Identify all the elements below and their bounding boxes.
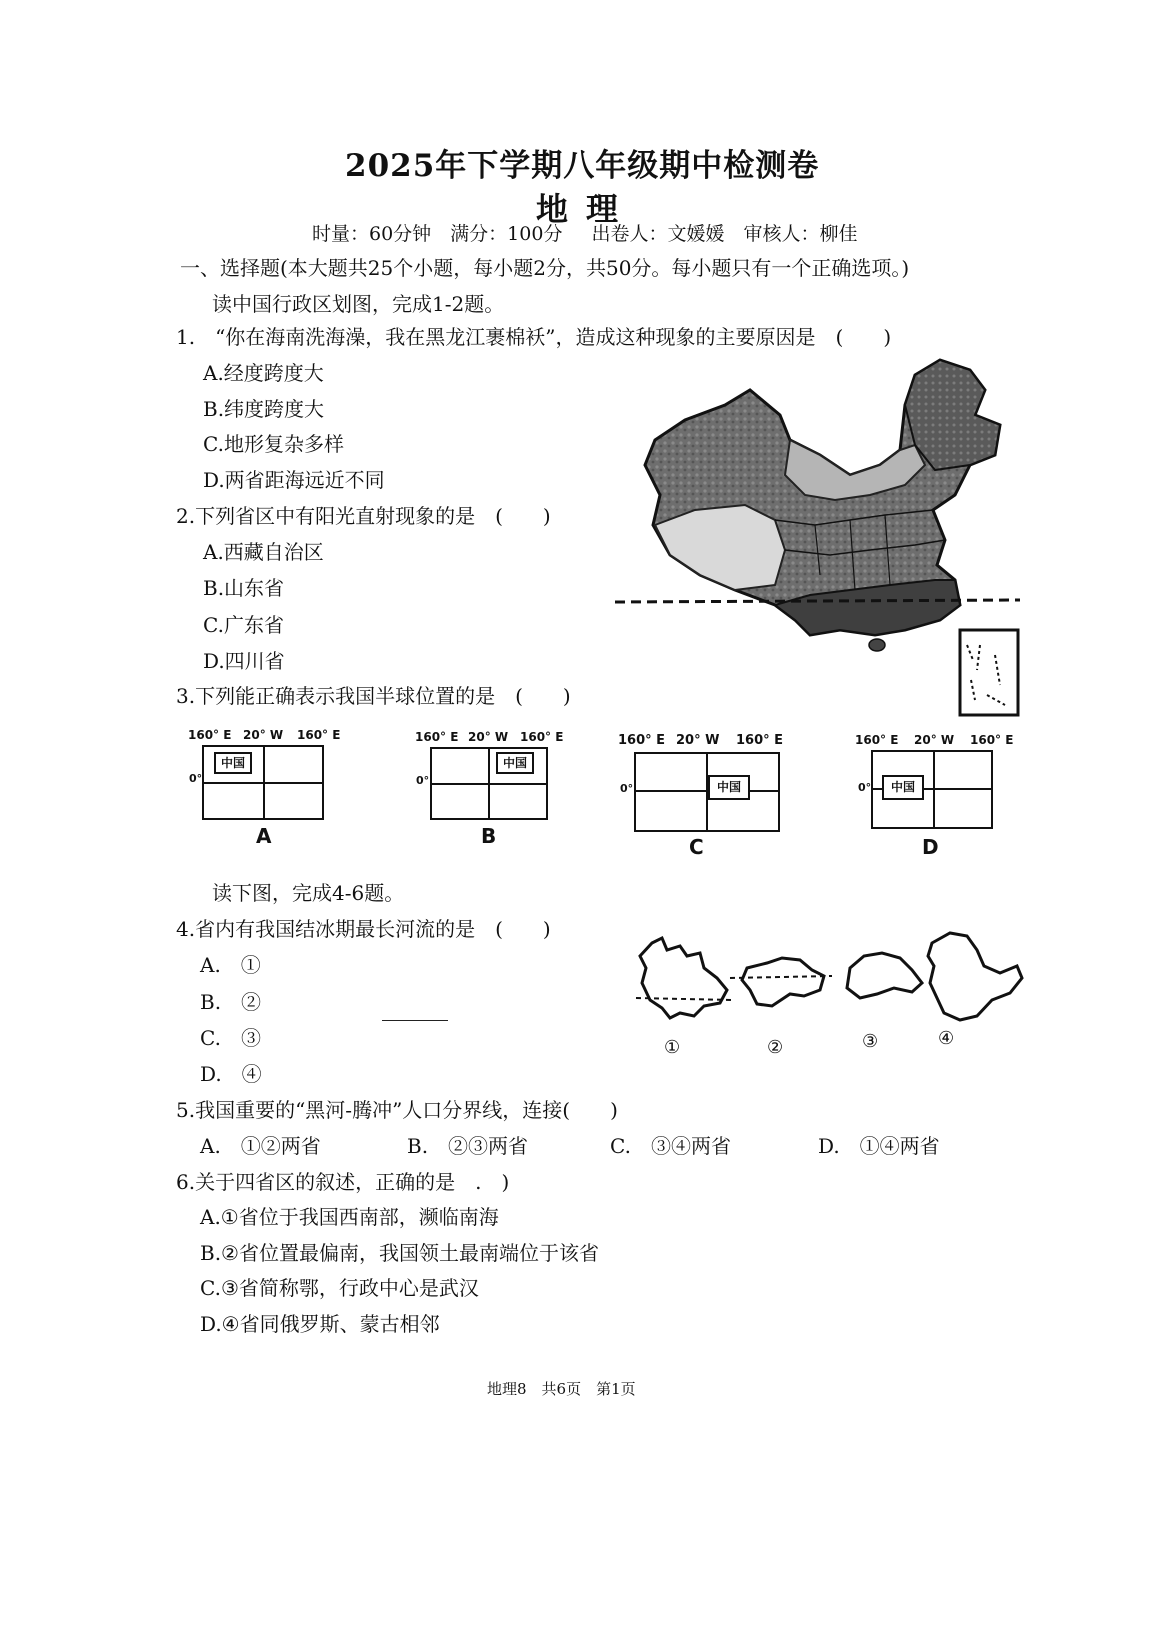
q6-option-d[interactable]: D.④省同俄罗斯、蒙古相邻	[200, 1312, 440, 1336]
q6-option-a[interactable]: A.①省位于我国西南部，濒临南海	[200, 1205, 499, 1229]
province-outlines	[632, 928, 1024, 1028]
hemisphere-grid	[634, 752, 780, 832]
q6-stem: 6.关于四省区的叙述，正确的是 . )	[176, 1170, 510, 1194]
exam-meta: 时量：60分钟 满分：100分 出卷人：文媛媛 审核人：柳佳	[312, 223, 858, 245]
q3-stem: 3.下列能正确表示我国半球位置的是 ( )	[176, 684, 571, 708]
intro-q1-2: 读中国行政区划图，完成1-2题。	[212, 292, 505, 316]
hemisphere-diagram-c[interactable]	[614, 733, 794, 863]
equator-line	[636, 790, 778, 792]
q6-option-c[interactable]: C.③省简称鄂，行政中心是武汉	[200, 1276, 479, 1300]
lon-label-right: 160° E	[736, 733, 784, 748]
q5-option-d[interactable]: D. ①④两省	[818, 1134, 940, 1158]
equator-label: 0°	[620, 782, 634, 795]
q4-option-b[interactable]: B. ②	[200, 990, 262, 1014]
lon-label-mid: 20° W	[914, 733, 955, 747]
lon-label-left: 160° E	[855, 733, 899, 747]
lon-label-right: 160° E	[297, 728, 341, 742]
section-heading: 一、选择题(本大题共25个小题，每小题2分，共50分。每小题只有一个正确选项。)	[180, 256, 910, 280]
china-box: 中国	[882, 775, 924, 800]
q2-option-d[interactable]: D.四川省	[203, 649, 285, 673]
hemisphere-diagram-b[interactable]	[412, 730, 562, 850]
q5-stem: 5.我国重要的“黑河-腾冲”人口分界线，连接( )	[176, 1098, 618, 1122]
exam-title: 2025年下学期八年级期中检测卷	[345, 148, 820, 184]
lon-label-left: 160° E	[415, 730, 459, 744]
china-box: 中国	[708, 775, 750, 800]
china-admin-map	[615, 345, 1025, 720]
subject-title: 地理	[536, 190, 637, 228]
hemisphere-diagram-d[interactable]	[852, 733, 1017, 863]
province-label-3: ③	[862, 1031, 879, 1052]
lon-label-left: 160° E	[188, 728, 232, 742]
china-box: 中国	[496, 752, 534, 774]
q4-option-d[interactable]: D. ④	[200, 1062, 262, 1086]
lon-label-mid: 20° W	[468, 730, 509, 744]
diagram-caption: B	[481, 824, 497, 848]
diagram-caption: A	[256, 824, 272, 848]
equator-label: 0°	[416, 774, 430, 787]
province-label-4: ④	[938, 1028, 955, 1049]
stray-underline	[382, 1020, 448, 1021]
q5-option-a[interactable]: A. ①②两省	[200, 1134, 321, 1158]
q5-option-c[interactable]: C. ③④两省	[610, 1134, 731, 1158]
q1-stem: 1. “你在海南洗海澡，我在黑龙江裹棉袄”，造成这种现象的主要原因是 ( )	[176, 325, 892, 349]
q5-option-b[interactable]: B. ②③两省	[407, 1134, 529, 1158]
equator-label: 0°	[858, 781, 872, 794]
q2-stem: 2.下列省区中有阳光直射现象的是 ( )	[176, 504, 551, 528]
page-footer: 地理8 共6页 第1页	[487, 1380, 636, 1398]
q2-option-a[interactable]: A.西藏自治区	[203, 540, 324, 564]
q2-option-c[interactable]: C.广东省	[203, 613, 284, 637]
lon-label-right: 160° E	[520, 730, 564, 744]
lon-label-left: 160° E	[618, 733, 666, 748]
q1-option-b[interactable]: B.纬度跨度大	[203, 397, 325, 421]
q2-option-b[interactable]: B.山东省	[203, 576, 285, 600]
q6-option-b[interactable]: B.②省位置最偏南，我国领土最南端位于该省	[200, 1241, 599, 1265]
lon-label-mid: 20° W	[243, 728, 284, 742]
equator-label: 0°	[189, 772, 203, 785]
province-label-1: ①	[664, 1037, 681, 1058]
q1-option-a[interactable]: A.经度跨度大	[203, 361, 324, 385]
province-label-2: ②	[767, 1037, 784, 1058]
china-box: 中国	[214, 752, 252, 774]
diagram-caption: D	[922, 835, 939, 859]
lon-label-mid: 20° W	[676, 733, 720, 748]
hemisphere-diagram-a[interactable]	[185, 728, 341, 848]
q4-option-a[interactable]: A. ①	[200, 953, 261, 977]
lon-label-right: 160° E	[970, 733, 1014, 747]
diagram-caption: C	[689, 835, 704, 859]
equator-line	[432, 783, 546, 785]
intro-q4-6: 读下图，完成4-6题。	[212, 881, 405, 905]
equator-line	[204, 782, 322, 784]
q1-option-c[interactable]: C.地形复杂多样	[203, 432, 344, 456]
q4-stem: 4.省内有我国结冰期最长河流的是 ( )	[176, 917, 551, 941]
q4-option-c[interactable]: C. ③	[200, 1026, 261, 1050]
q1-option-d[interactable]: D.两省距海远近不同	[203, 468, 385, 492]
